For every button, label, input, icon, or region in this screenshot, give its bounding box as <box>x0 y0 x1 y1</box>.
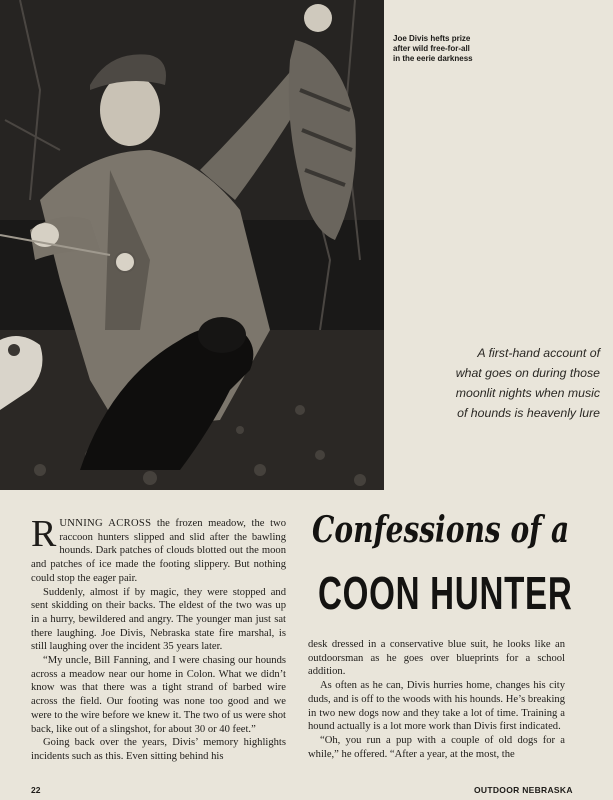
lead-in: UNNING ACROSS <box>59 518 152 529</box>
article-title-main: COON HUNTER <box>318 567 573 619</box>
caption-line: in the eerie darkness <box>393 54 473 63</box>
caption-line: Joe Divis hefts prize <box>393 34 471 43</box>
hunter-with-raccoon-and-hounds-photo-icon <box>0 0 384 490</box>
paragraph: Suddenly, almost if by magic, they were stopped and sent skidding on their backs. The eldest of the two was up in a hurry, bewildered and angry. The younger man just sat there laughing. Joe Divis, Nebraska state fire marshal, is still laughing over the incident 35 years later. <box>31 586 286 653</box>
deck-line: A first-hand account of <box>477 346 600 360</box>
paragraph: Going back over the years, Divis’ memory highlights incidents such as this. Even sitting behind his <box>31 737 286 762</box>
deck-line: moonlit nights when music <box>455 386 600 400</box>
paragraph-text: the frozen meadow, the two raccoon hunters slipped and slid after the bawling hounds. Dark patches of clouds blotted out the moon and patches of ice made the footing slippery. But nothing could stop the eager pair. <box>31 518 286 584</box>
drop-cap: R <box>31 513 57 555</box>
article-column-left <box>31 513 286 764</box>
paragraph <box>31 513 286 586</box>
paragraph: “Oh, you run a pup with a couple of old dogs for a while,” he offered. “After a year, at the most, the <box>308 734 565 760</box>
article-column-right <box>308 638 565 761</box>
deck-line: of hounds is heavenly lure <box>457 406 600 420</box>
caption-line: after wild free-for-all <box>393 44 470 53</box>
deck-line: what goes on during those <box>455 366 600 380</box>
photo-caption <box>393 34 513 64</box>
paragraph: As often as he can, Divis hurries home, changes his city duds, and is off to the woods with his hounds. He’s breaking in two new dogs now and they take a lot of time. Training a hound actually is a lot more work than Divis first indicated. <box>308 680 565 733</box>
article-title-script: Confessions of a <box>312 509 570 551</box>
paragraph: “My uncle, Bill Fanning, and I were chasing our hounds across a meadow near our home in Colon. What we didn’t know was that there was a tight strand of barbed wire across the field. Our footing was none too good and we were to the wire before we knew it. The two of us were shot back, like out of a slingshot, for about 30 or 40 feet.” <box>31 655 286 735</box>
hunter-photo <box>0 0 384 490</box>
paragraph: desk dressed in a conservative blue suit, he looks like an outdoorsman as he goes over blueprints for a school addition. <box>308 639 565 678</box>
article-deck <box>402 343 600 423</box>
page-number: 22 <box>31 785 41 795</box>
magazine-name: OUTDOOR NEBRASKA <box>474 785 573 795</box>
